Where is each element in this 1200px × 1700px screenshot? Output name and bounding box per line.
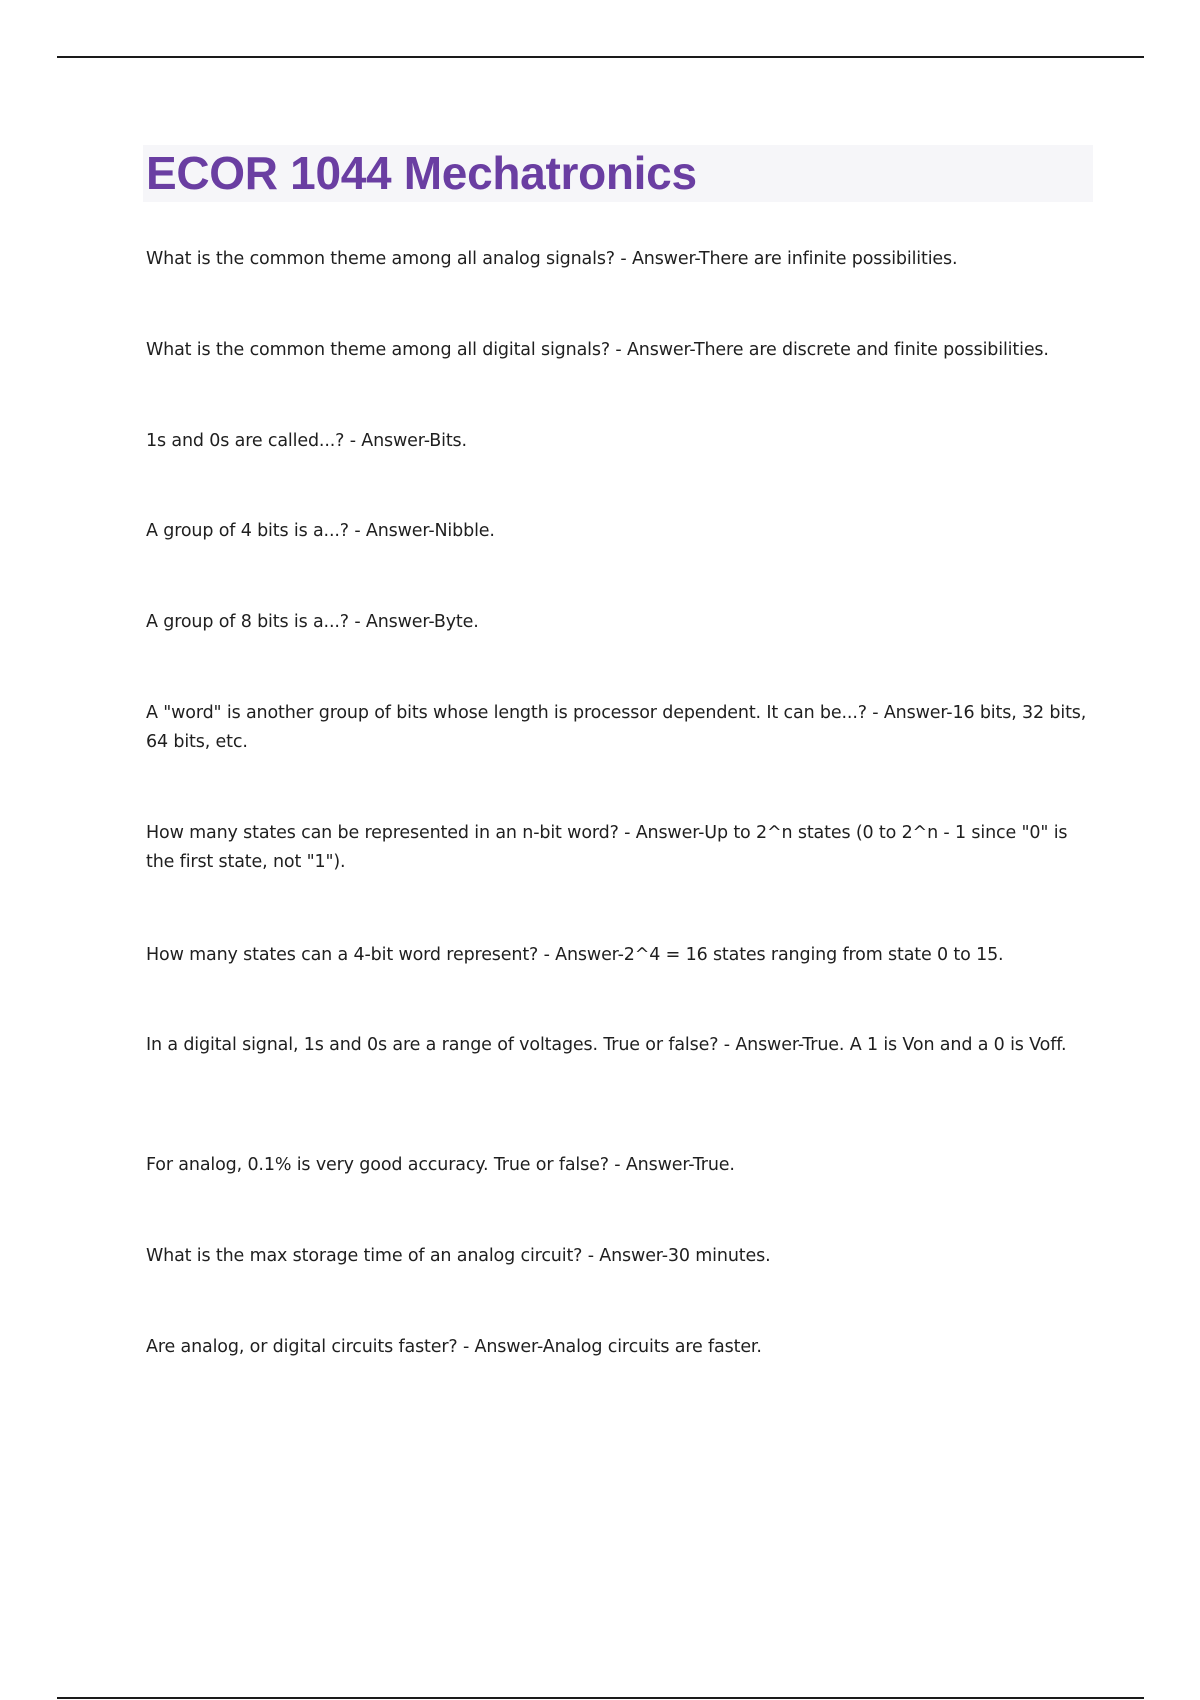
top-rule: [57, 56, 1144, 58]
qa-item-9: In a digital signal, 1s and 0s are a range of voltages. True or false? - Answer-True. A 1 is Von and a 0 is Voff.: [146, 1035, 1067, 1055]
qa-item-8: How many states can a 4-bit word represent? - Answer-2^4 = 16 states ranging from state 0 to 15.: [146, 945, 1004, 965]
qa-item-3: 1s and 0s are called...? - Answer-Bits.: [146, 431, 467, 451]
qa-item-7: How many states can be represented in an n-bit word? - Answer-Up to 2^n states (0 to 2^n - 1 since "0" is the first state, not "1").: [146, 823, 1068, 872]
document-title: ECOR 1044 Mechatronics: [146, 147, 697, 199]
qa-item-10: For analog, 0.1% is very good accuracy. True or false? - Answer-True.: [146, 1155, 735, 1175]
qa-item-11: What is the max storage time of an analog circuit? - Answer-30 minutes.: [146, 1246, 771, 1266]
bottom-rule: [57, 1697, 1144, 1699]
qa-item-1: What is the common theme among all analog signals? - Answer-There are infinite possibilities.: [146, 249, 958, 269]
qa-item-6: A "word" is another group of bits whose length is processor dependent. It can be...? - Answer-16 bits, 32 bits, 64 bits, etc.: [146, 703, 1087, 752]
qa-item-2: What is the common theme among all digital signals? - Answer-There are discrete and finite possibilities.: [146, 340, 1049, 360]
qa-item-4: A group of 4 bits is a...? - Answer-Nibble.: [146, 521, 495, 541]
qa-item-12: Are analog, or digital circuits faster? - Answer-Analog circuits are faster.: [146, 1337, 762, 1357]
qa-item-5: A group of 8 bits is a...? - Answer-Byte.: [146, 612, 479, 632]
